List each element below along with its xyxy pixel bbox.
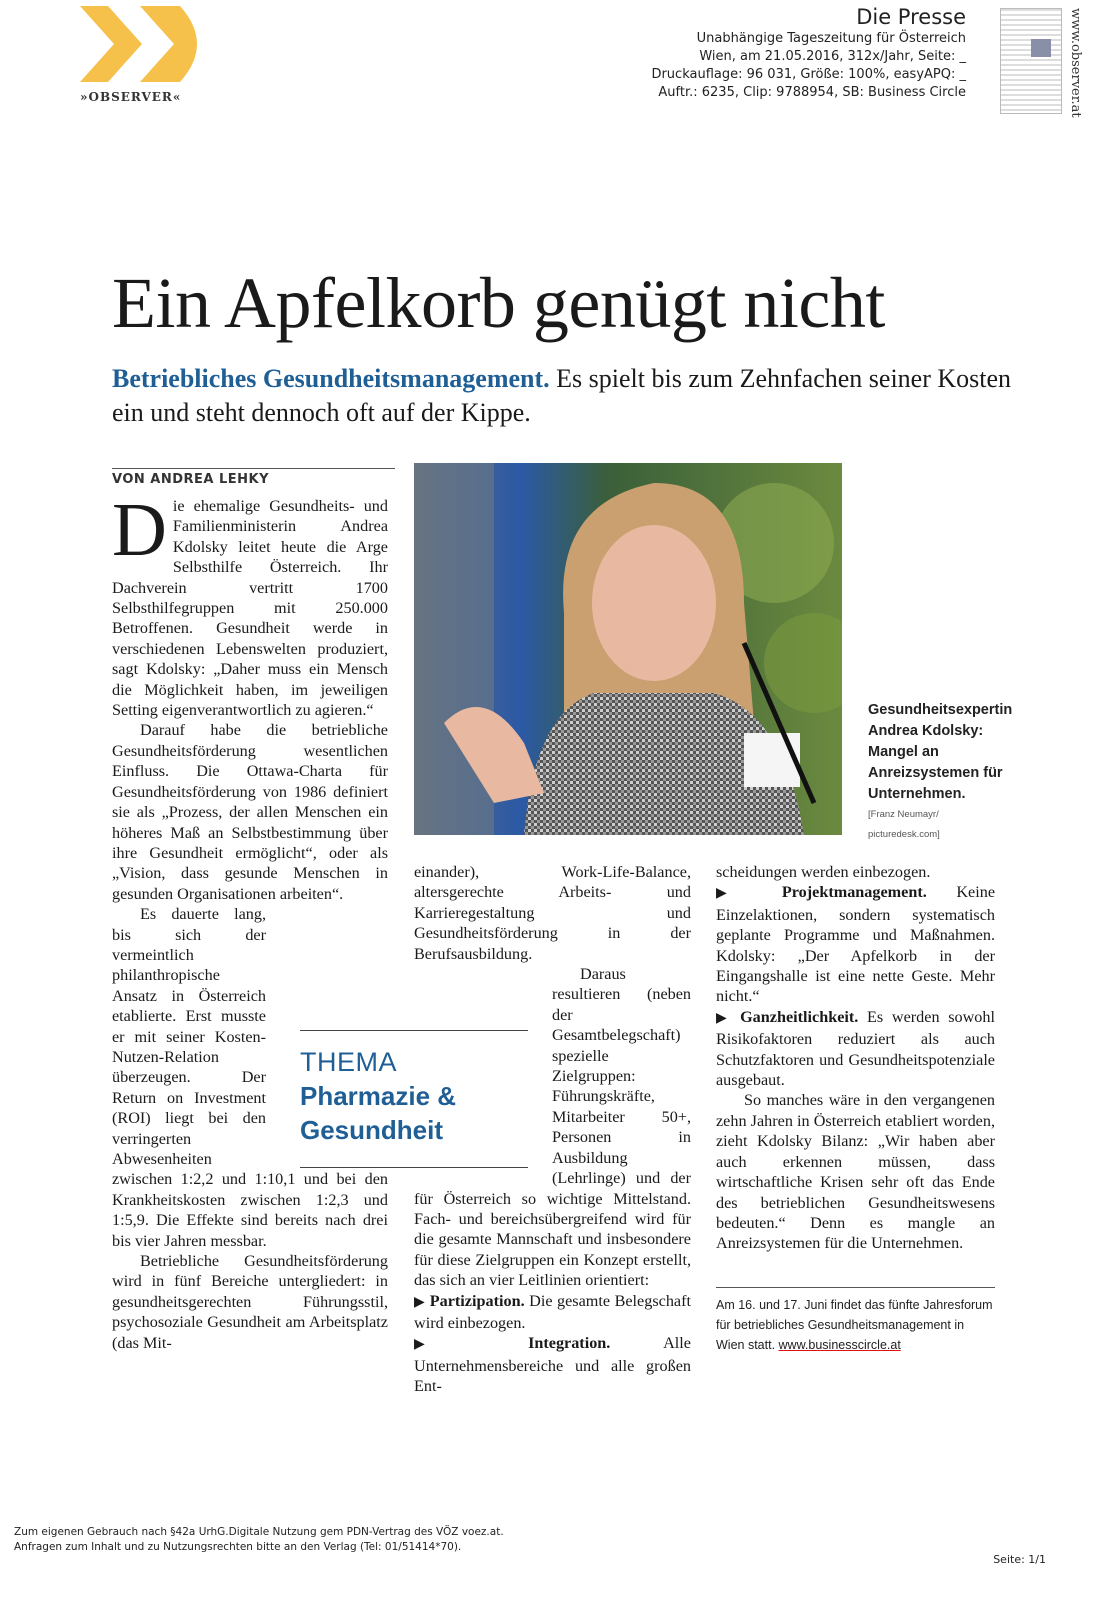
paragraph: Betriebliche Gesundheitsförderung wird in fünf Bereiche untergliedert: in gesundheitsgerechten Führungsstil, psychosoziale Gesundheit am Arbeitsplatz (das Mit-: [112, 1252, 388, 1352]
thema-label: THEMA: [300, 1047, 397, 1077]
paragraph: scheidungen werden einbezogen.: [716, 863, 931, 881]
paragraph: Es dauerte lang, bis sich der vermeintlich philanthropische Ansatz in Österreich etablierte. Erst musste er mit seiner Kosten-Nutzen-Relation überzeugen. Der Return on Investment (ROI) liegt bei den verringerten Abwesenheiten zwischen 1:2,2 und 1:10,1 und bei den Krankheitskosten zwischen 1:2,3 und 1:5,9. Die Effekte sind bereits nach drei bis vier Jahren messbar.: [112, 905, 388, 1250]
page-thumbnail: [1000, 8, 1062, 114]
article-deck: [112, 362, 1012, 430]
bullet-arrow-icon: ▶: [716, 1010, 732, 1026]
observer-logo-icon: [78, 4, 216, 84]
photo-credit: [Franz Neumayr/ picturedesk.com]: [868, 809, 940, 840]
header-line-2: Wien, am 21.05.2016, 312x/Jahr, Seite: _: [699, 49, 966, 64]
column-3: [716, 862, 995, 1254]
logo-label: »OBSERVER«: [80, 90, 182, 104]
paragraph: So manches wäre in den vergangenen zehn Jahren in Österreich etabliert worden, zieht Kdolsky Bilanz: „Wir haben aber auch erkennen müssen, dass wirtschaftliche Krisen sehr oft das Ende des betrieblichen Gesundheitswesens bedeuten.“ Denn es mangle an Anreizsystemen für die Unternehmen.: [716, 1091, 995, 1253]
footer-line-1: Zum eigenen Gebrauch nach §42a UrhG.Digitale Nutzung gem PDN-Vertrag des VÖZ voez.at.: [14, 1526, 504, 1538]
bullet-integration: ▶ Integration. Alle Unternehmensbereiche und alle großen Ent-: [414, 1334, 691, 1396]
drop-cap: D: [112, 488, 167, 572]
column-1: [112, 488, 388, 1353]
clip-header: [651, 4, 966, 102]
bullet-arrow-icon: ▶: [414, 1337, 475, 1353]
paragraph: Die ehemalige Gesundheits- und Familienministerin Andrea Kdolsky leitet heute die Arge Selbsthilfe Österreich. Ihr Dachverein vertritt 1700 Selbsthilfegruppen mit 250.000 Betroffenen. Gesundheit werde in verschiedenen Lebenswelten produziert, sagt Kdolsky: „Daher muss ein Mensch die Möglichkeit haben, im jeweiligen Setting eigenverantwortlich zu agieren.“: [112, 488, 388, 720]
businesscircle-link[interactable]: www.businesscircle.at: [778, 1338, 901, 1352]
paragraph: einander), Work-Life-Balance, altersgerechte Arbeits- und Karrieregestaltung und Gesundheitsförderung in der Berufsausbildung.: [414, 863, 691, 963]
bullet-arrow-icon: ▶: [716, 886, 753, 902]
bullet-arrow-icon: ▶: [414, 1294, 426, 1310]
header-line-4: Auftr.: 6235, Clip: 9788954, SB: Business Circle: [658, 85, 966, 100]
bullet-projektmanagement: ▶ Projektmanagement. Keine Einzelaktionen, sondern systematisch geplante Programme und Maßnahmen. Kdolsky: „Der Apfelkorb in der Eingangshalle ist eine nette Geste. Mehr nicht.“: [716, 883, 995, 1006]
thema-title: Pharmazie & Gesundheit: [300, 1081, 457, 1145]
paragraph: Darauf habe die betriebliche Gesundheitsförderung wesentlichen Einfluss. Die Ottawa-Charta für Gesundheitsförderung von 1986 definiert sie als „Prozess, der allen Menschen ein höheres Maß an Selbstbestimmung über ihre Gesundheit ermöglicht“, oder als „Vision, dass gesunde Menschen in gesunden Organisationen arbeiten“.: [112, 721, 388, 903]
info-rule: [716, 1287, 995, 1288]
page-number: Seite: 1/1: [993, 1553, 1046, 1566]
deck-keyword: Betriebliches Gesundheitsmanagement.: [112, 364, 550, 393]
byline: VON ANDREA LEHKY: [112, 472, 270, 487]
thema-box: [300, 1030, 528, 1168]
article-title: Ein Apfelkorb genügt nicht: [112, 263, 885, 343]
observer-site: www.observer.at: [1068, 8, 1083, 118]
footer-line-2: Anfragen zum Inhalt und zu Nutzungsrechten bitte an den Verlag (Tel: 01/51414*70).: [14, 1541, 462, 1553]
deck-text: Es spielt bis zum Zehnfachen seiner Kosten ein und steht dennoch oft auf der Kippe.: [112, 364, 1012, 427]
header-line-3: Druckauflage: 96 031, Größe: 100%, easyAPQ: _: [651, 67, 966, 82]
photo-caption: Gesundheitsexpertin Andrea Kdolsky: Mangel an Anreizsystemen für Unternehmen.: [868, 702, 1013, 802]
bullet-participation: ▶ Partizipation. Die gesamte Belegschaft wird einbezogen.: [414, 1291, 691, 1332]
header-line-1: Unabhängige Tageszeitung für Österreich: [696, 31, 966, 46]
paragraph: Daraus resultieren (neben der Gesamtbelegschaft) spezielle Zielgruppen: Führungskräfte, Mitarbeiter 50+, Personen in Ausbildung (Lehrlinge) und der für Österreich so wichtige Mittelstand. Fach- und bereichsübergreifend wird für die gesamte Mannschaft und insbesondere für diese Zielgruppen ein Konzept erstellt, das sich an vier Leitlinien orientiert:: [414, 965, 691, 1290]
portrait-photo: [414, 463, 842, 835]
thumbnail-image: [1031, 39, 1051, 57]
byline-rule: [112, 468, 395, 469]
event-info: Am 16. und 17. Juni findet das fünfte Jahresforum für betriebliches Gesundheitsmanagement in Wien statt. www.businesscircle.at: [716, 1298, 993, 1352]
footer-notice: [14, 1525, 504, 1555]
bullet-ganzheitlichkeit: ▶ Ganzheitlichkeit. Es werden sowohl Risikofaktoren reduziert als auch Schutzfaktoren und Gesundheitspotenziale ausgebaut.: [716, 1007, 995, 1090]
publication-name: Die Presse: [856, 5, 966, 29]
